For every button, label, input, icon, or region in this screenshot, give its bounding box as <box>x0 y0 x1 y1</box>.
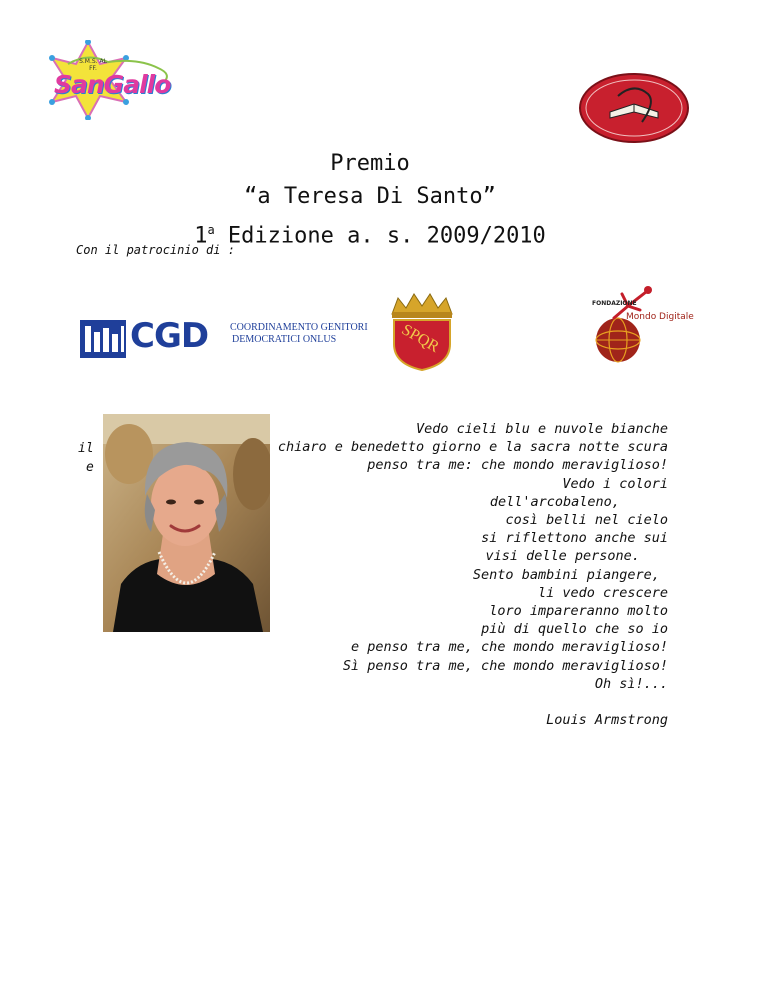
poem-line: li vedo crescere <box>537 584 668 601</box>
fondazione-logo <box>584 284 694 366</box>
poem-line: Sento bambini piangere, <box>472 566 668 583</box>
edition-superscript: a <box>207 223 215 237</box>
poem-line: penso tra me: che mondo meraviglioso! <box>367 457 668 474</box>
edition-number: 1 <box>194 223 208 249</box>
poem-line: dell'arcobaleno, <box>489 493 628 510</box>
page-title-line1: Premio <box>330 151 410 176</box>
edition-text: Edizione a. s. 2009/2010 <box>214 223 546 249</box>
spqr-crest <box>386 292 458 372</box>
book-emblem-icon <box>578 72 690 144</box>
poem-author: Louis Armstrong <box>546 712 668 729</box>
poem-line: visi delle persone. <box>485 548 648 565</box>
poem-line: Vedo i colori <box>562 475 668 492</box>
page-title-line2: “a Teresa Di Santo” <box>244 184 496 209</box>
fondazione-small-text: FONDAZIONE <box>592 300 637 307</box>
fragment-il: il <box>78 441 94 456</box>
book-logo <box>578 72 690 144</box>
globe-figure-icon <box>584 284 694 366</box>
poem-line: chiaro e benedetto giorno e la sacra notte scura <box>277 439 668 456</box>
fragment-e: e <box>86 460 94 475</box>
cgd-logo <box>80 318 225 360</box>
poem-line: Vedo cieli blu e nuvole bianche <box>416 421 668 437</box>
poem-line: si riflettono anche sui <box>481 530 668 547</box>
fondazione-name: Mondo Digitale <box>626 312 694 322</box>
sangallo-logo <box>48 40 178 120</box>
cgd-description-line2: DEMOCRATICI ONLUS <box>232 334 337 345</box>
poem-line: Oh sì!... <box>594 675 668 692</box>
poem-line: così belli nel cielo <box>505 512 668 529</box>
portrait-photo <box>103 414 270 632</box>
poem-line: loro impareranno molto <box>489 603 668 620</box>
woman-portrait-icon <box>103 414 270 632</box>
poem <box>268 420 668 729</box>
cgd-text: CGD <box>130 316 209 356</box>
poem-line: Sì penso tra me, che mondo meraviglioso! <box>342 657 668 674</box>
poem-line: e penso tra me, che mondo meraviglioso! <box>351 639 668 656</box>
sangallo-small-text: S.M.S. AL FF. <box>79 58 107 72</box>
poem-line: più di quello che so io <box>481 621 668 638</box>
patronage-label: Con il patrocinio di : <box>76 243 235 257</box>
spqr-text: SPQR <box>398 321 442 356</box>
cgd-description-line1: COORDINAMENTO GENITORI <box>230 322 368 333</box>
sangallo-text: SanGallo <box>54 70 171 99</box>
